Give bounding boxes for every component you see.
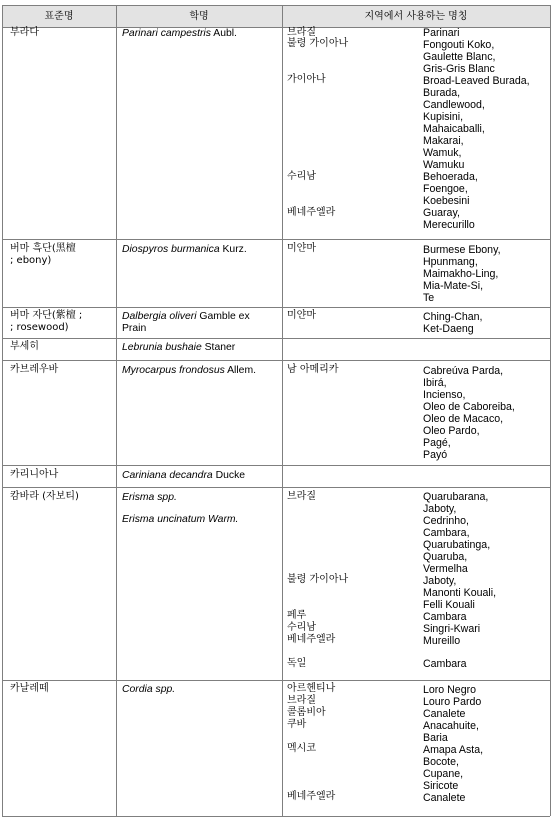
- local-names-list: [423, 491, 496, 647]
- column-divider-2: [282, 5, 283, 816]
- local-name: Guaray,: [423, 207, 460, 219]
- row-divider: [2, 360, 550, 361]
- scientific-name-italic: Cariniana decandra: [122, 470, 213, 481]
- region-label: 쿠바: [287, 719, 307, 730]
- local-name: Quarubarana,: [423, 491, 489, 503]
- scientific-name: [122, 492, 177, 504]
- scientific-name-italic: Parinari campestris: [122, 28, 211, 39]
- scientific-name: [122, 470, 245, 482]
- local-name: Baria: [423, 732, 448, 744]
- region-label: 브라질: [287, 27, 316, 38]
- local-names-list: [423, 311, 482, 335]
- local-name: Kupisini,: [423, 111, 464, 123]
- local-name: Gaulette Blanc,: [423, 51, 496, 63]
- header-scientific-name: 학명: [189, 11, 209, 22]
- local-name: Behoerada,: [423, 171, 478, 183]
- local-name: Mahaicaballi,: [423, 123, 485, 135]
- row-divider: [2, 307, 550, 308]
- column-divider-1: [116, 5, 117, 816]
- standard-name: 버마 자단(紫檀 ;: [10, 310, 83, 321]
- scientific-name: [122, 342, 235, 354]
- scientific-name-italic: Dalbergia oliveri: [122, 311, 197, 322]
- region-label: 콜롬비아: [287, 707, 326, 718]
- region-label: 페루: [287, 610, 307, 621]
- local-name: Hpunmang,: [423, 256, 478, 268]
- region-label: 멕시코: [287, 743, 316, 754]
- local-names-list: [423, 365, 515, 461]
- local-name: Vermelha: [423, 563, 468, 575]
- scientific-name-italic: Lebrunia bushaie: [122, 342, 202, 353]
- scientific-name: [122, 244, 247, 256]
- local-name: Oleo de Caboreiba,: [423, 401, 515, 413]
- local-name: Burmese Ebony,: [423, 244, 501, 256]
- local-name: Makarai,: [423, 135, 464, 147]
- local-name: Quaruba,: [423, 551, 468, 563]
- local-name: Broad-Leaved Burada,: [423, 75, 530, 87]
- local-name: Louro Pardo: [423, 696, 482, 708]
- local-name: Amapa Asta,: [423, 744, 484, 756]
- local-name: Cupane,: [423, 768, 464, 780]
- local-name: Manonti Kouali,: [423, 587, 497, 599]
- region-label: 브라질: [287, 491, 316, 502]
- scientific-author: Aubl.: [213, 28, 237, 39]
- region-label: 남 아메리카: [287, 364, 339, 375]
- local-names-list: [423, 684, 483, 804]
- header-standard-name: 표준명: [44, 11, 74, 22]
- row-divider: [2, 465, 550, 466]
- table-border-top: [2, 5, 550, 6]
- table-border-right: [550, 5, 551, 816]
- local-name: Payó: [423, 449, 448, 461]
- scientific-name: [122, 684, 175, 696]
- scientific-author: Gamble ex: [199, 311, 250, 322]
- region-label: 독일: [287, 658, 307, 669]
- region-label: 불령 가이아나: [287, 574, 349, 585]
- standard-name: 카브레우바: [10, 364, 59, 375]
- region-label: 수리남: [287, 171, 316, 182]
- local-name: Ching-Chan,: [423, 311, 483, 323]
- local-name: Jaboty,: [423, 575, 457, 587]
- local-name: Mia-Mate-Si,: [423, 280, 484, 292]
- scientific-name: [122, 28, 237, 40]
- standard-name: ; ebony): [10, 255, 52, 266]
- local-name: Felli Kouali: [423, 599, 475, 611]
- local-name: Merecurillo: [423, 219, 475, 231]
- scientific-name-italic: Erisma spp.: [122, 492, 177, 503]
- scientific-name: [122, 514, 238, 526]
- local-name: Mureillo: [423, 635, 461, 647]
- local-names-list: [423, 27, 530, 231]
- local-name: Incienso,: [423, 389, 466, 401]
- local-name: Cambara,: [423, 527, 470, 539]
- row-divider: [2, 239, 550, 240]
- local-name: Oleo de Macaco,: [423, 413, 504, 425]
- local-name: Fongouti Koko,: [423, 39, 495, 51]
- standard-name: 부세히: [10, 341, 39, 352]
- region-label: 미얀마: [287, 243, 316, 254]
- local-name: Canalete: [423, 792, 466, 804]
- scientific-name: [122, 365, 256, 377]
- scientific-author: Ducke: [215, 470, 246, 481]
- local-name: Parinari: [423, 27, 460, 39]
- local-names-list: [423, 244, 501, 304]
- local-name: Loro Negro: [423, 684, 476, 696]
- scientific-author: Kurz.: [222, 244, 247, 255]
- local-name: Quarubatinga,: [423, 539, 491, 551]
- local-name: Cedrinho,: [423, 515, 469, 527]
- local-name: Koebesini: [423, 195, 470, 207]
- local-name: Wamuk,: [423, 147, 462, 159]
- local-name: Cabreúva Parda,: [423, 365, 504, 377]
- standard-name: 카날레떼: [10, 683, 49, 694]
- local-name: Te: [423, 292, 435, 304]
- region-label: 베네주엘라: [287, 634, 336, 645]
- scientific-name-italic: Myrocarpus frondosus: [122, 365, 225, 376]
- local-name: Ibirá,: [423, 377, 447, 389]
- local-name: Foengoe,: [423, 183, 468, 195]
- header-local-names: 지역에서 사용하는 명칭: [364, 11, 468, 22]
- local-name: Wamuku: [423, 159, 465, 171]
- scientific-name-italic: Erisma uncinatum Warm.: [122, 514, 239, 525]
- local-name: Siricote: [423, 780, 459, 792]
- local-name: Gris-Gris Blanc: [423, 63, 495, 75]
- local-name: Canalete: [423, 708, 466, 720]
- local-name: Bocote,: [423, 756, 459, 768]
- table-border-left: [2, 5, 3, 816]
- row-divider: [2, 487, 550, 488]
- local-name: Pagé,: [423, 437, 451, 449]
- standard-name: 부라다: [10, 27, 39, 38]
- scientific-name: [122, 311, 250, 323]
- standard-name: 캄바라 (자보티): [10, 491, 79, 502]
- local-name: Ket-Daeng: [423, 323, 474, 335]
- region-label: 불령 가이아나: [287, 38, 349, 49]
- scientific-author: Allem.: [227, 365, 256, 376]
- region-label: 베네주엘라: [287, 791, 336, 802]
- region-label: 브라질: [287, 695, 316, 706]
- local-name: Burada,: [423, 87, 461, 99]
- local-name: Jaboty,: [423, 503, 457, 515]
- local-name: Maimakho-Ling,: [423, 268, 499, 280]
- scientific-name-italic: Cordia spp.: [122, 684, 176, 695]
- local-name: Singri-Kwari: [423, 623, 481, 635]
- standard-name: 카리니아나: [10, 469, 59, 480]
- row-divider: [2, 338, 550, 339]
- region-label: 가이아나: [287, 74, 326, 85]
- scientific-name-italic: Diospyros burmanica: [122, 244, 220, 255]
- local-name: Cambara: [423, 658, 467, 670]
- region-label: 수리남: [287, 622, 316, 633]
- local-name: Cambara: [423, 611, 467, 623]
- row-divider: [2, 680, 550, 681]
- local-name: Anacahuite,: [423, 720, 479, 732]
- local-name: Oleo Pardo,: [423, 425, 480, 437]
- standard-name: 버마 흑단(黑檀: [10, 243, 76, 254]
- local-name: Candlewood,: [423, 99, 485, 111]
- region-label: 베네주엘라: [287, 207, 336, 218]
- table-border-bottom: [2, 816, 550, 817]
- scientific-author: Staner: [204, 342, 236, 353]
- scientific-author: Prain: [122, 323, 147, 334]
- standard-name: ; rosewood): [10, 322, 69, 333]
- region-label: 아르헨티나: [287, 683, 336, 694]
- region-label: 미얀마: [287, 310, 316, 321]
